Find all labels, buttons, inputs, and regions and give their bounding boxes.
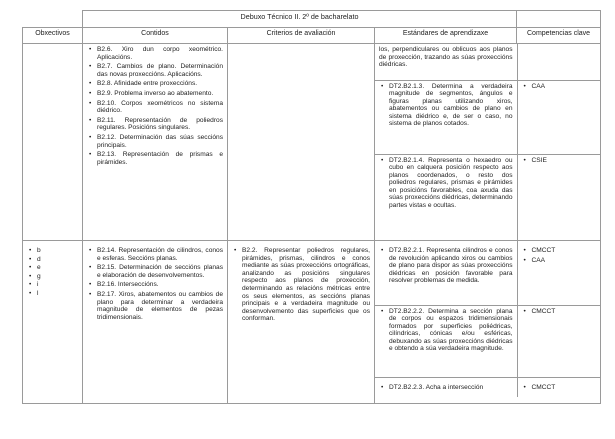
competence-cell: [517, 80, 601, 154]
objective-item: • l: [37, 290, 78, 298]
standards-subtable: [375, 241, 601, 397]
list-item: • B2.7. Cambios de plano. Determinación das novas proxeccións. Aplicacións.: [97, 63, 223, 78]
competence-badge: • CMCCT: [532, 247, 598, 255]
header-row: [23, 28, 601, 44]
standard-text: [375, 154, 517, 240]
curriculum-table-page: [22, 10, 600, 404]
standards-competences-cell: [375, 44, 601, 241]
standard-item: • DT2.B2.2.3. Acha a intersección: [389, 384, 513, 392]
competence-badge: • CAA: [532, 83, 598, 91]
list-item: • B2.17. Xiros, abatementos ou cambios de plano para determinar a verdadeira magnitude de elementos de pezas tridimensionais.: [97, 291, 223, 321]
criterion-item: • B2.2. Representar poliedros regulares, pirámides, prismas, cilindros e conos mediante as súas proxeccións ortográficas, analizando as posicións singulares respecto aos planos de proxección, determinando as relacións métricas entre os seus elementos, as seccións planas principais e a verdadeira magnitude ou desenvolvemento das superficies que os conforman.: [242, 247, 370, 323]
competence-badge: • CSIE: [532, 157, 598, 165]
competence-cell: [517, 154, 601, 240]
contents-list: [87, 247, 223, 321]
objective-item: • b: [37, 247, 78, 255]
standard-text: [375, 305, 517, 377]
list-item: • B2.6. Xiro dun corpo xeométrico. Aplicacións.: [97, 46, 223, 61]
objective-item: • d: [37, 256, 78, 264]
objectives-list: [27, 247, 78, 298]
header-contents: Contidos: [83, 28, 228, 44]
competence-cell: [517, 377, 601, 397]
objectives-cell: [23, 241, 83, 404]
criteria-cell-empty: [228, 44, 375, 241]
competence-badge: • CMCCT: [532, 384, 598, 392]
contents-list: [87, 46, 223, 166]
standard-continuation: los, perpendiculares ou oblicuos aos planos de proxección, trazando as súas proxeccións diédricas.: [379, 46, 513, 69]
competence-badge: • CMCCT: [532, 308, 598, 316]
header-standards: Estándares de aprendizaxe: [375, 28, 517, 44]
standard-item: • DT2.B2.2.1. Representa cilindros e conos de revolución aplicando xiros ou cambios de plano para dispor as súas proxeccións diédricas en posición favorable para resolver problemas de medida.: [389, 247, 513, 285]
standard-text: [375, 44, 517, 80]
header-competences: Competencias clave: [517, 28, 601, 44]
header-criteria: Criterios de avaliación: [228, 28, 375, 44]
list-item: • B2.16. Interseccións.: [97, 281, 223, 289]
competence-cell: [517, 44, 601, 80]
criteria-cell: [228, 241, 375, 404]
table-title-row: [23, 11, 601, 28]
list-item: • B2.12. Determinación das súas seccións principais.: [97, 134, 223, 149]
standard-item: • DT2.B2.2.2. Determina a sección plana de corpos ou espazos tridimensionais formados por superficies poliédricas, cilíndricas, cónicas e/ou esféricas, debuxando as súas proxeccións diédricas e obtendo a súa verdadeira magnitude.: [389, 308, 513, 354]
table-row-block1: [23, 44, 601, 241]
list-item: • B2.15. Determinación de seccións planas e elaboración de desenvolvementos.: [97, 264, 223, 279]
table-row-block2: [23, 241, 601, 404]
standard-item: • DT2.B2.1.3. Determina a verdadeira magnitude de segmentos, ángulos e figuras planas utilizando xiros, abatementos ou cambios de plano en sistema diédrico e, de ser o caso, no sistema de planos cotados.: [389, 83, 513, 129]
list-item: • B2.9. Problema inverso ao abatemento.: [97, 90, 223, 98]
standard-text: [375, 80, 517, 154]
objective-item: • i: [37, 281, 78, 289]
list-item: • B2.13. Representación de prismas e pirámides.: [97, 151, 223, 166]
standard-text: [375, 377, 517, 397]
list-item: • B2.8. Afinidade entre proxeccións.: [97, 80, 223, 88]
list-item: • B2.10. Corpos xeométricos no sistema diédrico.: [97, 100, 223, 115]
standard-text: [375, 241, 517, 305]
standards-subtable: [375, 44, 601, 240]
standards-competences-cell: [375, 241, 601, 404]
competence-cell: [517, 305, 601, 377]
curriculum-table: [22, 10, 601, 404]
competence-badge: • CAA: [532, 257, 598, 265]
table-title: Debuxo Técnico II. 2º de bacharelato: [83, 11, 517, 28]
objective-item: • e: [37, 264, 78, 272]
contents-cell: [83, 241, 228, 404]
header-objectives: Obxectivos: [23, 28, 83, 44]
list-item: • B2.11. Representación de poliedros regulares. Posicións singulares.: [97, 117, 223, 132]
competence-cell: [517, 241, 601, 305]
list-item: • B2.14. Representación de cilindros, conos e esferas. Seccións planas.: [97, 247, 223, 262]
standard-item: • DT2.B2.1.4. Representa o hexaedro ou cubo en calquera posición respecto aos planos coordenados, o resto dos poliedros regulares, prismas e pirámides en posicións favorables, coa axuda das súas proxeccións diédricas, determinando partes vistas e ocultas.: [389, 157, 513, 210]
objective-item: • g: [37, 273, 78, 281]
contents-cell: [83, 44, 228, 241]
objectives-cell-empty: [23, 44, 83, 241]
